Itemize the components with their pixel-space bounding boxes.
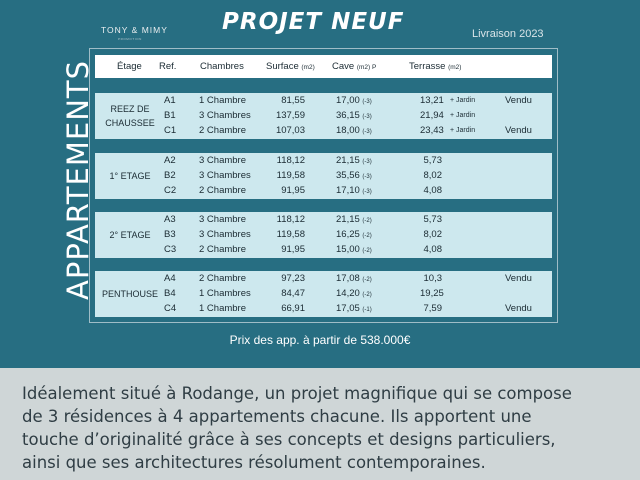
apartment-cellar-level: (-2) <box>362 233 372 239</box>
table-row <box>95 287 552 301</box>
apartment-cellar <box>336 95 372 106</box>
apartment-cellar-value: 17,08 <box>336 273 360 284</box>
apartment-terrace: 21,94 <box>420 110 444 121</box>
apartment-rooms: 3 Chambre <box>199 214 246 225</box>
apartment-rooms: 3 Chambres <box>199 229 251 240</box>
apartment-surface: 118,12 <box>276 214 305 225</box>
apartment-terrace: 7,59 <box>423 303 442 314</box>
description-line: touche d’originalité grâce à ses concepts et designs particuliers, <box>22 430 556 449</box>
table-row <box>95 228 552 242</box>
apartment-cellar-value: 17,05 <box>336 303 360 314</box>
apartment-cellar-level: (-3) <box>362 159 372 165</box>
table-header <box>95 55 552 78</box>
brand-name: TONY & MIMY <box>101 25 168 35</box>
apartment-cellar-level: (-2) <box>362 277 372 283</box>
floor-label: 1° ETAGE <box>109 171 151 181</box>
apartment-garden: + Jardin <box>450 97 476 104</box>
apartment-cellar <box>336 229 372 240</box>
table-row <box>95 213 552 227</box>
apartment-cellar-value: 36,15 <box>336 110 360 121</box>
apartment-rooms: 3 Chambres <box>199 110 251 121</box>
apartment-ref: A2 <box>164 155 176 166</box>
apartment-garden: + Jardin <box>450 112 476 119</box>
table-row <box>95 109 552 123</box>
apartment-surface: 84,47 <box>281 288 305 299</box>
floor-label: PENTHOUSE <box>101 289 158 299</box>
apartment-terrace: 8,02 <box>423 229 442 240</box>
header-surface-label: Surface <box>266 61 299 72</box>
apartment-terrace: 5,73 <box>423 155 442 166</box>
apartment-ref: B3 <box>164 229 176 240</box>
header-cellar <box>332 61 376 72</box>
apartment-ref: B2 <box>164 170 176 181</box>
apartment-terrace: 19,25 <box>420 288 444 299</box>
apartment-cellar-value: 17,10 <box>336 185 360 196</box>
apartment-surface: 119,58 <box>276 229 305 240</box>
header-terrace-unit: (m2) <box>448 64 462 71</box>
apartment-cellar <box>336 125 372 136</box>
apartment-terrace: 8,02 <box>423 170 442 181</box>
table-row <box>95 302 552 316</box>
apartment-cellar-value: 18,00 <box>336 125 360 136</box>
header-rooms: Chambres <box>200 61 244 72</box>
apartment-rooms: 1 Chambre <box>199 95 246 106</box>
apartment-cellar-level: (-2) <box>362 292 372 298</box>
apartment-ref: A3 <box>164 214 176 225</box>
apartment-cellar-value: 15,00 <box>336 244 360 255</box>
sold-status: Vendu <box>505 273 532 284</box>
apartment-ref: B1 <box>164 110 176 121</box>
side-title: APPARTEMENTS <box>61 59 95 300</box>
table-row <box>95 243 552 257</box>
floor-block <box>95 93 552 139</box>
apartment-cellar <box>336 303 372 314</box>
apartment-terrace: 13,21 <box>420 95 444 106</box>
apartment-cellar-level: (-3) <box>362 114 372 120</box>
apartment-ref: C3 <box>164 244 177 255</box>
apartment-rooms: 2 Chambre <box>199 125 246 136</box>
apartment-ref: C2 <box>164 185 177 196</box>
apartment-cellar <box>336 155 372 166</box>
header-cellar-unit: (m2) P <box>356 64 377 71</box>
apartment-rooms: 2 Chambre <box>199 244 246 255</box>
header-terrace-label: Terrasse <box>409 61 446 72</box>
description-line: ainsi que ses architectures résolument contemporaines. <box>22 453 486 472</box>
apartment-rooms: 1 Chambre <box>199 303 246 314</box>
table-row <box>95 94 552 108</box>
floor-label: REEZ DE <box>110 104 150 114</box>
apartment-terrace: 10,3 <box>423 273 442 284</box>
apartment-rooms: 1 Chambres <box>199 288 251 299</box>
apartment-cellar-level: (-3) <box>362 189 372 195</box>
apartment-surface: 137,59 <box>275 110 305 121</box>
apartment-rooms: 3 Chambre <box>199 155 246 166</box>
apartment-ref: C4 <box>164 303 177 314</box>
apartment-ref: C1 <box>164 125 177 136</box>
apartment-cellar-value: 35,56 <box>336 170 360 181</box>
floor-block <box>95 212 552 258</box>
apartment-terrace: 5,73 <box>423 214 442 225</box>
apartment-surface: 91,95 <box>281 244 305 255</box>
apartment-cellar-value: 21,15 <box>336 155 360 166</box>
apartment-cellar-value: 14,20 <box>336 288 360 299</box>
apartment-terrace: 4,08 <box>423 244 442 255</box>
apartment-rooms: 2 Chambre <box>199 273 246 284</box>
apartment-cellar-value: 21,15 <box>336 214 360 225</box>
description-line: Idéalement situé à Rodange, un projet magnifique qui se compose <box>22 384 572 403</box>
apartment-cellar <box>336 244 372 255</box>
apartment-cellar-level: (-2) <box>362 248 372 254</box>
apartment-terrace: 23,43 <box>420 125 444 136</box>
apartment-cellar-level: (-3) <box>362 99 372 105</box>
sold-status: Vendu <box>505 303 532 314</box>
apartment-surface: 81,55 <box>281 95 305 106</box>
apartment-surface: 118,12 <box>276 155 305 166</box>
brand-subtitle: PROMOTION <box>118 37 142 41</box>
price-note: Prix des app. à partir de 538.000€ <box>229 333 411 347</box>
apartment-cellar <box>336 185 372 196</box>
apartment-cellar <box>336 170 372 181</box>
apartment-surface: 107,03 <box>275 125 305 136</box>
header-surface-unit: (m2) <box>301 64 315 71</box>
sold-status: Vendu <box>505 125 532 136</box>
apartment-garden: + Jardin <box>450 127 476 134</box>
apartment-cellar <box>336 214 372 225</box>
table-row <box>95 184 552 198</box>
delivery-date: Livraison 2023 <box>472 28 544 40</box>
header-cellar-label: Cave <box>332 61 355 72</box>
apartment-cellar-level: (-3) <box>362 174 372 180</box>
apartment-cellar-level: (-3) <box>362 129 372 135</box>
apartment-ref: B4 <box>164 288 176 299</box>
apartment-surface: 97,23 <box>281 273 305 284</box>
floor-label: CHAUSSEE <box>105 118 155 128</box>
apartment-ref: A4 <box>164 273 176 284</box>
apartment-ref: A1 <box>164 95 176 106</box>
apartment-cellar <box>336 110 372 121</box>
floor-label: 2° ETAGE <box>109 230 151 240</box>
sold-status: Vendu <box>505 95 532 106</box>
poster-title: PROJET NEUF <box>222 9 405 35</box>
description <box>22 382 632 474</box>
apartment-cellar <box>336 273 372 284</box>
apartment-terrace: 4,08 <box>423 185 442 196</box>
header-terrace <box>409 61 461 72</box>
header-floor: Étage <box>117 61 142 72</box>
description-line: de 3 résidences à 4 appartements chacune. Ils apportent une <box>22 407 532 426</box>
apartment-cellar-value: 16,25 <box>336 229 360 240</box>
apartment-cellar-level: (-2) <box>362 218 372 224</box>
apartment-surface: 66,91 <box>281 303 305 314</box>
apartment-rooms: 3 Chambres <box>199 170 251 181</box>
table-row <box>95 124 552 138</box>
apartment-cellar <box>336 288 372 299</box>
table-row <box>95 272 552 286</box>
apartment-surface: 91,95 <box>281 185 305 196</box>
apartment-cellar-level: (-1) <box>362 307 372 313</box>
apartment-cellar-value: 17,00 <box>336 95 360 106</box>
apartment-rooms: 2 Chambre <box>199 185 246 196</box>
table-row <box>95 169 552 183</box>
apartment-surface: 119,58 <box>276 170 305 181</box>
header-surface <box>266 61 315 72</box>
header-ref: Ref. <box>159 61 177 72</box>
floor-block <box>95 271 552 317</box>
table-row <box>95 154 552 168</box>
floor-block <box>95 153 552 199</box>
